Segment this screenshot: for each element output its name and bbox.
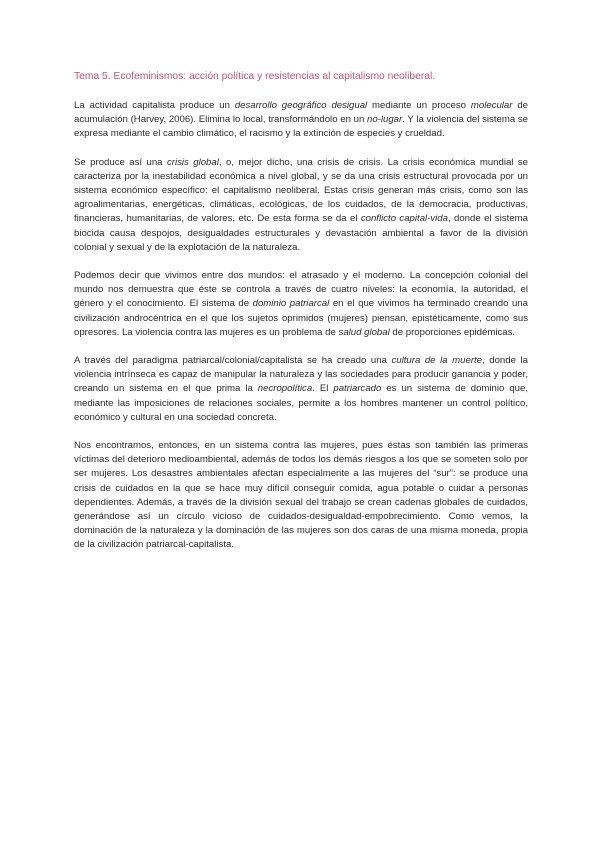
emphasized-term: desarrollo geográfico desigual (234, 100, 368, 111)
text-run: , o, mejor dicho, una crisis de crisis. La crisis económica mundial se caracteriza por la inestabilidad económica a nivel global, y se da una crisis estructural provocada por un sistema económico específico: el capitalismo neoliberal. Estas crisis generan más crisis, como son las agroalimentarias, energéticas, climáticas, ecológicas, de los cuidados, de la democracia, productivas, financieras, humanitarias, de valores, etc. De esta forma se da el (74, 156, 528, 225)
emphasized-term: salud global (338, 326, 390, 338)
emphasized-term: crisis global (166, 156, 219, 168)
paragraph-2 (74, 156, 528, 255)
emphasized-term: necropolítica (257, 383, 313, 395)
text-run: Se produce así una (74, 156, 167, 168)
text-run: La actividad capitalista produce un (74, 100, 235, 111)
emphasized-term: cultura de la muerte (391, 355, 483, 367)
text-run: en el que vivimos ha terminado creando una civilización androcéntrica en el que los sujetos oprimidos (mujeres) piensan, epistéticamente, como sus opresores. La violencia contra las mujeres es un problema de (74, 298, 528, 338)
text-run: de proporciones epidémicas. (389, 326, 516, 338)
emphasized-term: conflicto capital-vida (360, 213, 448, 225)
text-run: . Y la violencia del sistema se expresa mediante el cambio climático, el racismo y la extinción de especies y crueldad. (74, 114, 529, 140)
text-run: . El (312, 383, 334, 395)
emphasized-term: patriarcado (333, 383, 382, 395)
page-title: Tema 5. Ecofeminismos: acción política y resistencias al capitalismo neoliberal. (74, 71, 436, 82)
text-run: , donde el sistema biocida causa despojos, desigualdades estructurales y devastación ambiental a favor de la división colonial y sexual y de la explotación de la naturaleza. (74, 213, 528, 253)
emphasized-term: dominio patriarcal (252, 298, 330, 310)
text-run: de acumulación (Harvey, 2006). Elimina lo local, transformándolo en un (74, 100, 528, 126)
emphasized-term: molecular (470, 100, 513, 111)
paragraph-1 (74, 99, 528, 142)
text-run: , donde la violencia intrínseca es capaz de manipular la naturaleza y las sociedades para producir ganancia y poder, creando un sistema en el que prima la (74, 355, 528, 395)
paragraph-3 (74, 269, 528, 340)
text-run: mediante un proceso (367, 100, 471, 111)
text-run: Podemos decir que vivimos entre dos mundos: el atrasado y el moderno. La concepción colonial del mundo nos demuestra que éste se controla a través de cuatro niveles: la economía, la autoridad, el género y el conocimiento. El sistema de (74, 270, 528, 310)
emphasized-term: no-lugar (367, 114, 403, 126)
paragraph-4 (74, 354, 528, 425)
paragraph-5 (74, 439, 528, 553)
text-run: A través del paradigma patriarcal/colonial/capitalista se ha creado una (74, 355, 392, 367)
text-run: es un sistema de dominio que, mediante las imposiciones de relaciones sociales, permite a los hombres mantener un control político, económico y cultural en una sociedad concreta. (74, 383, 529, 423)
text-run: Nos encontramos, entonces, en un sistema contra las mujeres, pues éstas son también las primeras víctimas del deterioro medioambiental, además de todos los demás riesgos a los que se someten solo por ser mujeres. Los desastres ambientales afectan especialmente a las mujeres del “sur”: se produce una crisis de cuidados en la que se hace muy difícil conseguir comida, agua potable o cuidar a personas dependientes. Además, a través de la división sexual del trabajo se crean cadenas globales de cuidados, generándose así un círculo vicioso de cuidados-desigualdad-empobrecimiento. Como vemos, la dominación de la naturaleza y la dominación de las mujeres son dos caras de una misma moneda, propia de la civilización patriarcal-capitalista. (74, 440, 528, 551)
